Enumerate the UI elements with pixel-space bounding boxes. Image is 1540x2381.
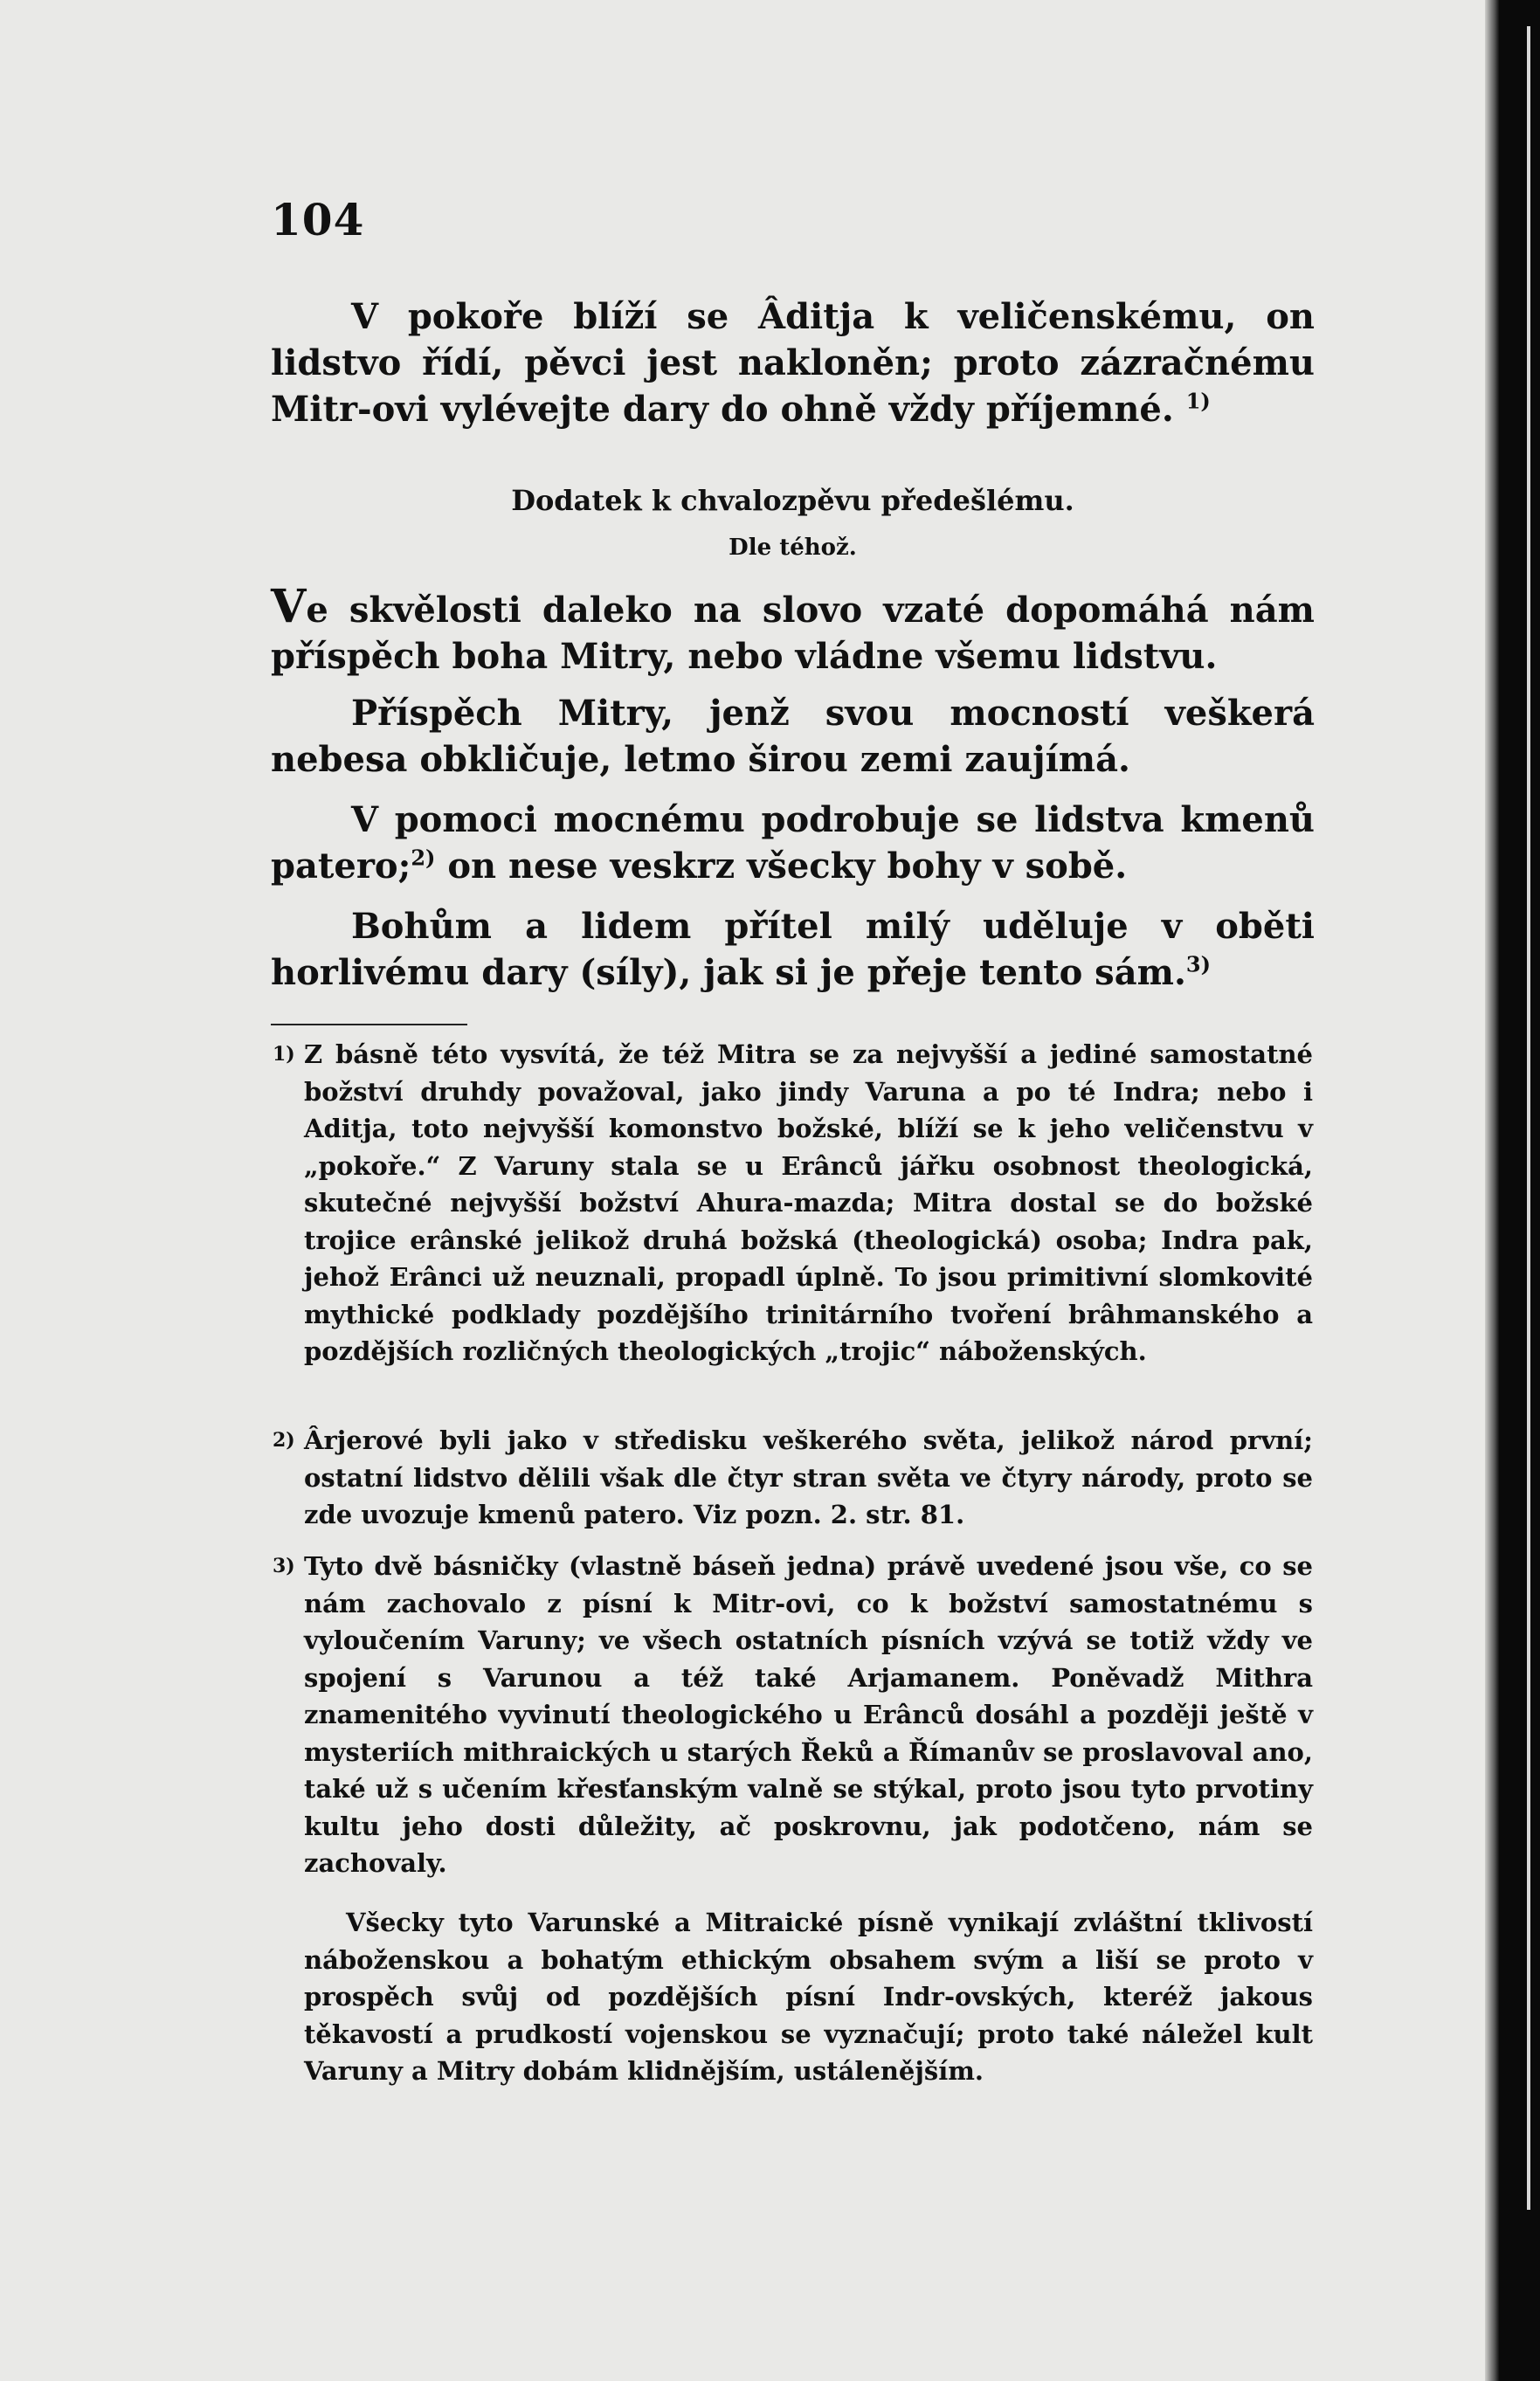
paragraph-text: e skvělosti daleko na slovo vzaté dopomáhá nám příspěch boha Mitry, nebo vládne všemu lidstvu.: [271, 590, 1315, 677]
page-edge-shadow: [1485, 0, 1499, 2381]
initial-letter: V: [271, 580, 307, 633]
footnote: [273, 1036, 1313, 1370]
paragraph-text: Bohům a lidem přítel milý uděluje v oběti horlivému dary (síly), jak si je přeje tento sám.: [271, 906, 1315, 993]
paragraph: [271, 293, 1315, 432]
closing-paragraph: Všecky tyto Varunské a Mitraické písně vynikají zvláštní tklivostí náboženskou a bohatým ethickým obsahem svým a liší se proto v prospěch svůj od pozdějších písní Indr-ovských, kteréž jakous těkavostí a prudkostí vojenskou se vyznačují; proto také náležel kult Varuny a Mitry dobám klidnějším, ustálenějším.: [304, 1908, 1313, 2086]
paragraph: [271, 580, 1315, 680]
footnote-ref: 1): [1185, 388, 1211, 414]
footnote-ref: 2): [411, 845, 436, 871]
adjacent-page-edge: [1527, 26, 1530, 2210]
footnote-mark: 3): [273, 1555, 295, 1577]
footnote: [273, 1422, 1313, 1534]
page-number: 104: [271, 194, 365, 245]
footnote-text: Ârjerové byli jako v středisku veškerého světa, jelikož národ první; ostatní lidstvo dělili však dle čtyr stran světa ve čtyry národy, proto se zde uvozuje kmenů patero. Viz pozn. 2. str. 81.: [304, 1425, 1313, 1529]
scan-border: [1499, 0, 1540, 2381]
paragraph-text: on nese veskrz všecky bohy v sobě.: [447, 845, 1128, 887]
footnote-ref: 3): [1185, 951, 1211, 977]
footnote-mark: 1): [273, 1043, 295, 1066]
footnote-text: Z básně této vysvítá, že též Mitra se za nejvyšší a jediné samostatné božství druhdy považoval, jako jindy Varuna a po té Indra; nebo i Aditja, toto nejvyšší komonstvo božské, blíží se k jeho veličenstvu v „pokoře.“ Z Varuny stala se u Erânců jářku osobnost theologická, skutečné nejvyšší božství Ahura-mazda; Mitra dostal se do božské trojice erânské jelikož druhá božská (theologická) osoba; Indra pak, jehož Erânci už neuznali, propadl úplně. To jsou primitivní slomkovité mythické podklady pozdějšího trinitárního tvoření brâhmanského a pozdějších rozličných theologických „trojic“ náboženských.: [304, 1039, 1313, 1366]
footnote-text: Tyto dvě básničky (vlastně báseň jedna) právě uvedené jsou vše, co se nám zachovalo z písní k Mitr-ovi, co k božství samostatnému s vyloučením Varuny; ve všech ostatních písních vzývá se totiž vždy ve spojení s Varunou a též také Arjamanem. Poněvadž Mithra znamenitého vyvinutí theologického u Erânců dosáhl a později ještě v mysteriích mithraických u starých Řeků a Římanův se proslavoval ano, také už s učením křesťanským valně se stýkal, proto jsou tyto prvotiny kultu jeho dosti důležity, ač poskrovnu, jak podotčeno, nám se zachovaly.: [304, 1551, 1313, 1878]
paragraph: Příspěch Mitry, jenž svou mocností veškerá nebesa obkličuje, letmo širou zemi zaujímá.: [271, 693, 1315, 780]
paragraph: [271, 903, 1315, 996]
paragraph-text: V pomoci mocnému podrobuje se lidstva kmenů patero;: [271, 799, 1315, 887]
section-subheading: Dle téhož.: [729, 535, 857, 561]
footnote: [273, 1548, 1313, 1882]
footnote-divider: [271, 1024, 467, 1025]
footnote-mark: 2): [273, 1429, 295, 1452]
paragraph-text: V pokoře blíží se Âditja k veličenskému, on lidstvo řídí, pěvci jest nakloněn; proto zázračnému Mitr-ovi vylévejte dary do ohně vždy příjemné.: [271, 296, 1315, 430]
paragraph: [271, 797, 1315, 889]
section-heading: Dodatek k chvalozpěvu předešlému.: [511, 484, 1074, 517]
